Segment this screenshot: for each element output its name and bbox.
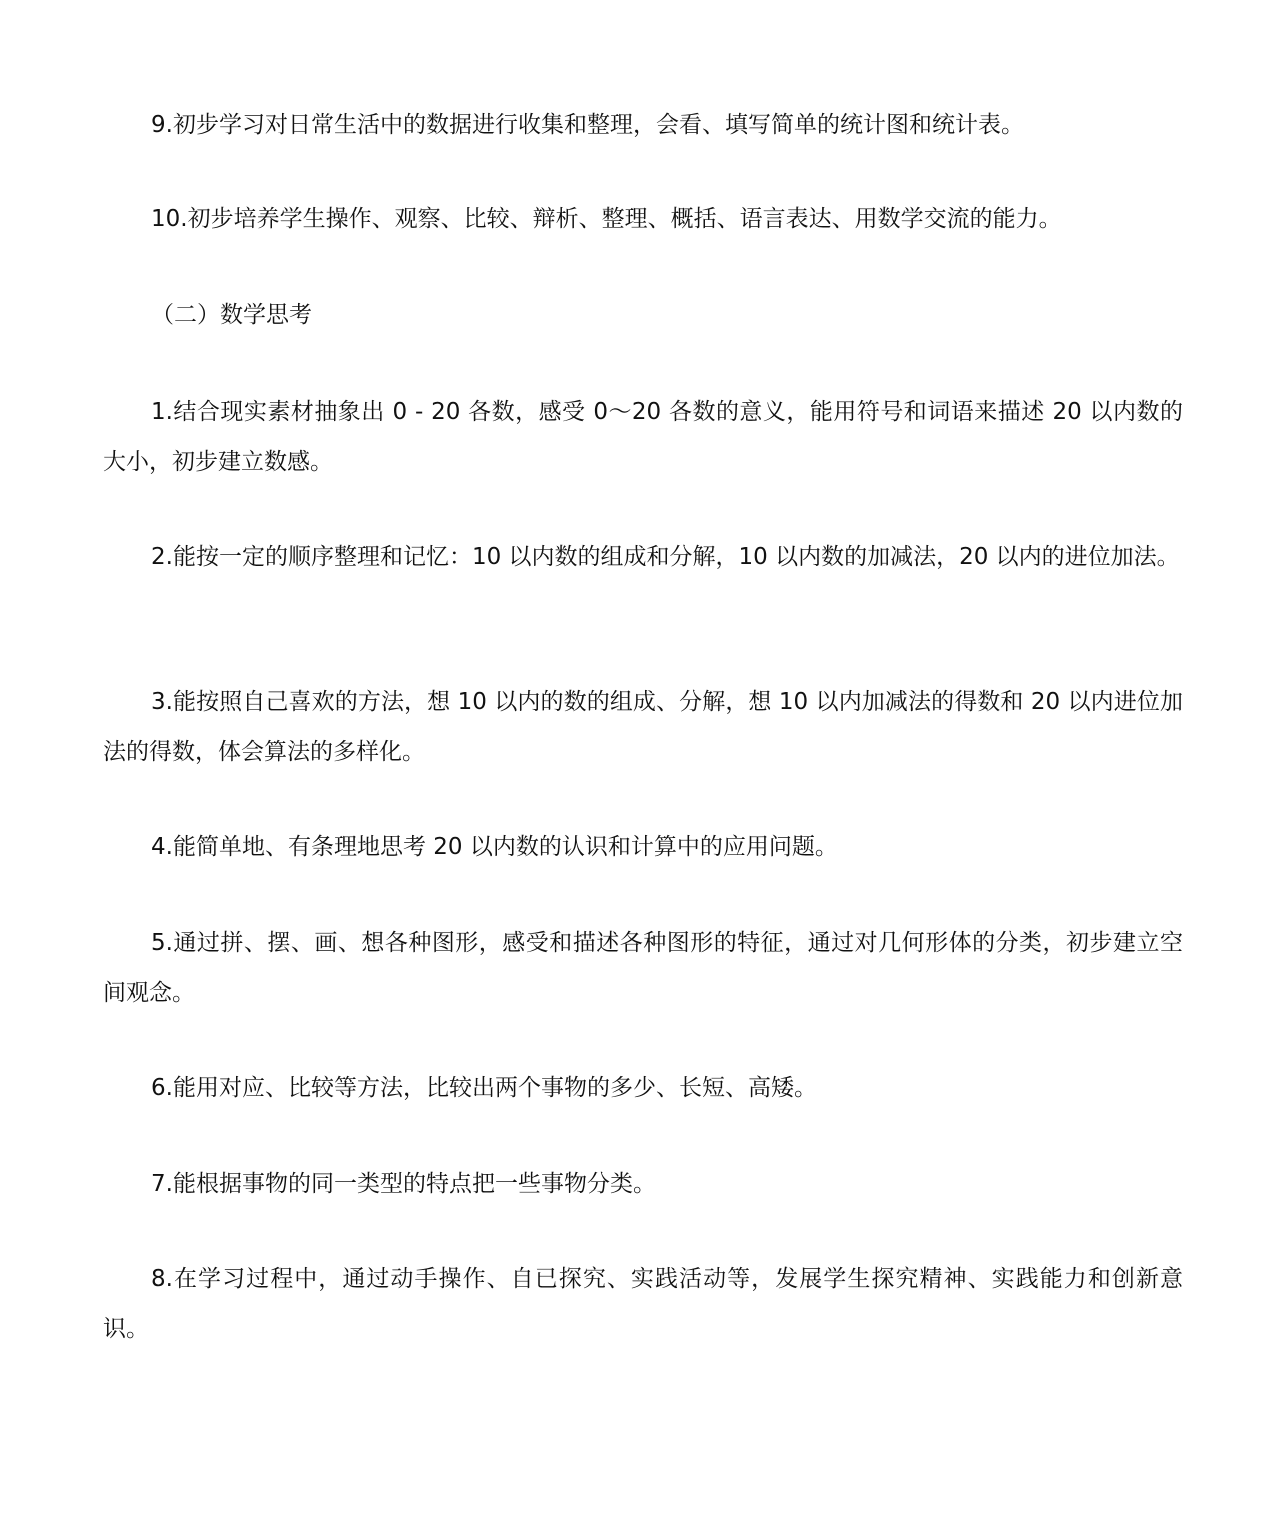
section-heading-math-thinking: （二）数学思考 (151, 302, 312, 328)
paragraph-item-5: 5.通过拼、摆、画、想各种图形，感受和描述各种图形的特征，通过对几何形体的分类，初步建立空间观念。 (103, 930, 1183, 1006)
paragraph-item-9: 9.初步学习对日常生活中的数据进行收集和整理，会看、填写简单的统计图和统计表。 (151, 112, 1024, 138)
paragraph-item-1: 1.结合现实素材抽象出 0 - 20 各数，感受 0～20 各数的意义，能用符号和词语来描述 20 以内数的大小，初步建立数感。 (103, 399, 1183, 475)
paragraph-item-6: 6.能用对应、比较等方法，比较出两个事物的多少、长短、高矮。 (151, 1075, 817, 1101)
paragraph-item-3: 3.能按照自己喜欢的方法，想 10 以内的数的组成、分解，想 10 以内加减法的得数和 20 以内进位加法的得数，体会算法的多样化。 (103, 689, 1183, 765)
paragraph-item-7: 7.能根据事物的同一类型的特点把一些事物分类。 (151, 1171, 656, 1197)
paragraph-item-4: 4.能简单地、有条理地思考 20 以内数的认识和计算中的应用问题。 (151, 834, 838, 860)
paragraph-item-10: 10.初步培养学生操作、观察、比较、辩析、整理、概括、语言表达、用数学交流的能力。 (151, 206, 1062, 232)
paragraph-item-8: 8.在学习过程中，通过动手操作、自已探究、实践活动等，发展学生探究精神、实践能力和创新意识。 (103, 1266, 1183, 1342)
paragraph-item-2: 2.能按一定的顺序整理和记忆：10 以内数的组成和分解，10 以内数的加减法，20 以内的进位加法。 (151, 544, 1180, 570)
